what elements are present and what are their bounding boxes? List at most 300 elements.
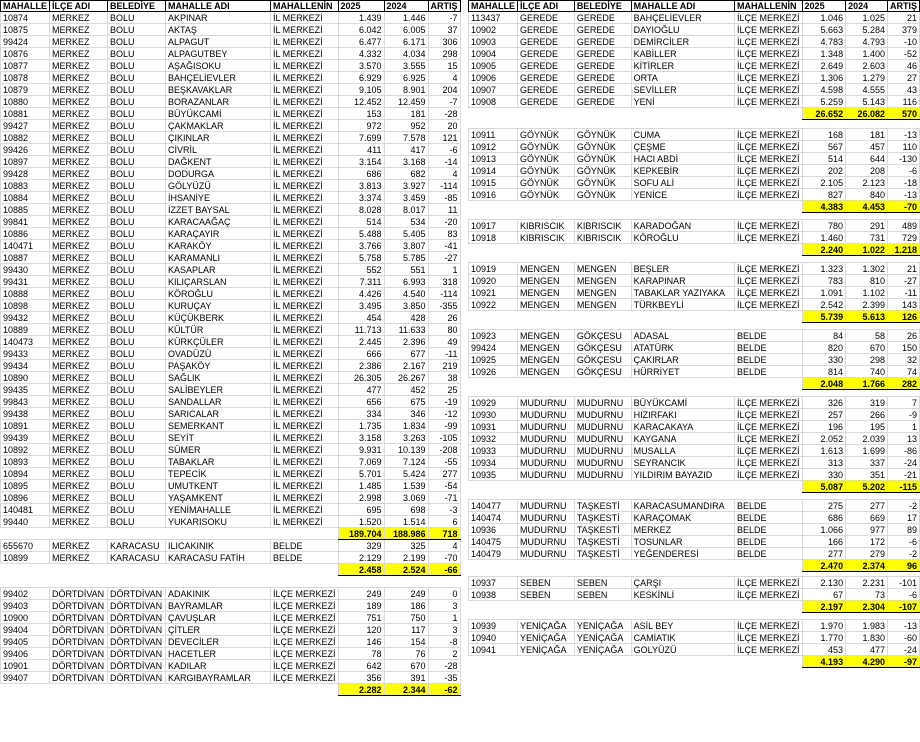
cell-mahalleadi-l6: BEŞKAVAKLAR [166,84,271,96]
cell--l20: 329 [338,540,384,552]
total-empty-0 [469,378,518,390]
table-row[interactable] [1,300,461,312]
cell-mahallenin-l27: İL MERKEZİ [271,336,339,348]
table-row[interactable] [1,432,461,444]
total-empty-1 [50,528,108,540]
cell--r42: 1.091 [802,287,846,299]
cell-belediye-l31: DÖRTDİVAN [108,600,166,612]
table-row[interactable] [1,132,461,144]
total-empty-3 [631,108,734,120]
cell-ileadi-r66: MUDURNU [518,469,575,481]
cell-mahalleadi-l14: GÖLYÜZÜ [166,180,271,192]
cell--l33: 120 [338,624,384,636]
table-row[interactable] [469,577,920,589]
cell--r71: 686 [802,512,846,524]
cell-mahalleadi-l20: ILICAKINIK [166,540,271,552]
table-row[interactable] [1,228,461,240]
cell--l10: 7.699 [338,132,384,144]
table-row[interactable] [1,24,461,36]
cell-ileadi-l42: MERKEZ [50,516,108,528]
total-empty-3 [631,481,734,493]
cell-mahalle-r63: 10932 [469,433,518,445]
cell-mahalle-l28: 99433 [1,348,50,360]
cell-mahalleadi-l35: HACETLER [166,648,271,660]
cell--r17: 5.259 [802,96,846,108]
table-row[interactable] [1,360,461,372]
cell--l13: 686 [338,168,384,180]
cell-mahalleadi-l11: CİVRİL [166,144,271,156]
total-2025-r7: 2.470 [802,560,846,572]
cell-belediye-r71: TAŞKESTİ [574,512,631,524]
cell--r12: 4.793 [846,36,888,48]
table-row[interactable] [1,504,461,516]
cell-mahalleadi-l22: KILIÇARSLAN [166,276,271,288]
cell-arti-r91: -60 [887,632,919,644]
cell-ileadi-l4: MERKEZ [50,60,108,72]
table-row[interactable] [1,636,461,648]
total-2025-r5: 2.048 [802,378,846,390]
total-empty-0 [469,481,518,493]
cell-belediye-l27: BOLU [108,336,166,348]
cell-arti-l33: -12 [428,408,460,420]
table-row[interactable] [1,48,461,60]
table-row[interactable] [469,620,920,632]
total-empty-2 [574,108,631,120]
cell-belediye-r51: GÖKÇESU [574,342,631,354]
cell--r24: 2.105 [802,177,846,189]
total-row [469,481,920,493]
cell--l19: 3.766 [338,240,384,252]
cell-mahalle-l22: 99431 [1,276,50,288]
cell-belediye-r62: MUDURNU [574,421,631,433]
cell-mahallenin-l20: BELDE [271,540,339,552]
total-row [1,684,461,696]
cell--l33: 334 [338,408,384,420]
cell--l28: 666 [338,348,384,360]
total-empty-1 [518,311,575,323]
table-row[interactable] [469,433,920,445]
total-empty-4 [735,311,803,323]
cell-mahalleadi-r73: TOSUNLAR [631,536,734,548]
cell-ileadi-l37: DÖRTDİVAN [50,672,108,684]
cell-mahalle-r31: 10918 [469,232,518,244]
cell-arti-r71: 17 [887,512,919,524]
table-row[interactable] [469,397,920,409]
cell-belediye-r13: GEREDE [574,48,631,60]
table-row[interactable] [469,220,920,232]
cell--l11: 417 [384,144,428,156]
total-2025-l3: 2.282 [338,684,384,696]
cell-mahallenin-r12: İLÇE MERKEZİ [735,36,803,48]
cell--r65: 337 [846,457,888,469]
table-row[interactable] [469,500,920,512]
cell-mahalle-r21: 10912 [469,141,518,153]
cell--l18: 5.488 [338,228,384,240]
cell-arti-l30: 0 [428,588,460,600]
cell-arti-l35: 2 [428,648,460,660]
cell-mahallenin-r71: BELDE [735,512,803,524]
table-row[interactable] [469,354,920,366]
cell-mahalle-l31: 99435 [1,384,50,396]
cell-belediye-l25: BOLU [108,312,166,324]
cell-belediye-r24: GÖYNÜK [574,177,631,189]
cell-arti-r63: 13 [887,433,919,445]
table-row[interactable] [1,648,461,660]
table-row[interactable] [469,632,920,644]
table-row[interactable] [469,177,920,189]
total-empty-4 [735,378,803,390]
cell-mahalle-r15: 10906 [469,72,518,84]
table-row[interactable] [469,342,920,354]
cell--l39: 1.485 [338,480,384,492]
cell-mahalle-l29: 99434 [1,360,50,372]
table-row[interactable] [1,420,461,432]
cell--l40: 2.998 [338,492,384,504]
cell-mahalle-r62: 10931 [469,421,518,433]
cell-mahalle-l5: 10878 [1,72,50,84]
table-row[interactable] [1,180,461,192]
table-row[interactable] [469,366,920,378]
table-row[interactable] [1,588,461,600]
table-row[interactable] [469,12,920,24]
table-row[interactable] [469,275,920,287]
table-row[interactable] [1,456,461,468]
table-row[interactable] [1,468,461,480]
table-row[interactable] [1,492,461,504]
cell--l21: 2.199 [384,552,428,564]
cell-arti-r43: 143 [887,299,919,311]
cell-ileadi-l40: MERKEZ [50,492,108,504]
spacer-row [469,213,920,220]
cell-mahalle-l18: 10886 [1,228,50,240]
table-row[interactable] [469,129,920,141]
cell-mahallenin-l33: İLÇE MERKEZİ [271,624,339,636]
cell-ileadi-r11: GEREDE [518,24,575,36]
cell--r41: 810 [846,275,888,287]
table-row[interactable] [1,396,461,408]
cell-belediye-l20: BOLU [108,252,166,264]
cell-mahalle-r10: 113437 [469,12,518,24]
total-2025-r9: 4.193 [802,656,846,668]
table-row[interactable] [1,240,461,252]
cell-ileadi-r14: GEREDE [518,60,575,72]
table-row[interactable] [469,512,920,524]
total-empty-0 [1,528,50,540]
cell--l27: 2.396 [384,336,428,348]
cell-mahalleadi-l5: BAHÇELİEVLER [166,72,271,84]
table-row[interactable] [469,60,920,72]
cell-mahalle-l32: 99843 [1,396,50,408]
cell-ileadi-l5: MERKEZ [50,72,108,84]
cell-arti-r64: -86 [887,445,919,457]
table-row[interactable] [1,336,461,348]
cell--r70: 277 [846,500,888,512]
table-row[interactable] [1,144,461,156]
cell--l12: 3.168 [384,156,428,168]
table-row[interactable] [1,660,461,672]
table-row[interactable] [1,348,461,360]
cell-ileadi-r22: GÖYNÜK [518,153,575,165]
cell-belediye-l13: BOLU [108,168,166,180]
cell-mahalleadi-l35: SEYİT [166,432,271,444]
total-empty-4 [735,601,803,613]
cell-mahalleadi-l2: ALPAGUT [166,36,271,48]
table-row[interactable] [1,480,461,492]
table-row[interactable] [469,445,920,457]
cell-ileadi-l8: MERKEZ [50,108,108,120]
cell-mahallenin-l42: İL MERKEZİ [271,516,339,528]
cell--r25: 827 [802,189,846,201]
table-row[interactable] [1,120,461,132]
cell-mahallenin-r66: İLÇE MERKEZİ [735,469,803,481]
cell-belediye-l30: BOLU [108,372,166,384]
table-row[interactable] [469,72,920,84]
table-row[interactable] [1,324,461,336]
cell--r16: 4.598 [802,84,846,96]
table-row[interactable] [469,524,920,536]
cell--l34: 146 [338,636,384,648]
cell--r66: 351 [846,469,888,481]
cell-mahalleadi-r24: SOFU ALİ [631,177,734,189]
table-row[interactable] [1,276,461,288]
cell-belediye-r80: SEBEN [574,577,631,589]
table-row[interactable] [469,548,920,560]
table-row[interactable] [469,299,920,311]
cell-mahalle-r20: 10911 [469,129,518,141]
cell-mahalleadi-l23: KÖROĞLU [166,288,271,300]
cell-belediye-l31: BOLU [108,384,166,396]
table-row[interactable] [1,96,461,108]
cell-arti-l31: 25 [428,384,460,396]
table-row[interactable] [469,36,920,48]
table-row[interactable] [1,252,461,264]
table-row[interactable] [1,204,461,216]
cell-arti-l12: -14 [428,156,460,168]
total-empty-0 [469,311,518,323]
cell-mahalleadi-r20: CUMA [631,129,734,141]
cell-mahallenin-r10: İLÇE MERKEZİ [735,12,803,24]
table-row[interactable] [1,408,461,420]
total-empty-2 [108,528,166,540]
total-artis-r8: -107 [887,601,919,613]
cell-mahalleadi-r90: ASİL BEY [631,620,734,632]
table-row[interactable] [469,457,920,469]
spacer-cell-r-a [469,120,920,129]
total-2025-l1: 189.704 [338,528,384,540]
total-artis-r1: 570 [887,108,919,120]
cell-mahalleadi-l30: SAĞLIK [166,372,271,384]
cell-mahalleadi-l31: BAYRAMLAR [166,600,271,612]
cell--l0: 1.446 [384,12,428,24]
table-row[interactable] [469,287,920,299]
cell-mahalleadi-l4: AŞAĞISOKU [166,60,271,72]
cell--r30: 291 [846,220,888,232]
table-row[interactable] [1,264,461,276]
table-row[interactable] [469,263,920,275]
cell-mahallenin-r80: İLÇE MERKEZİ [735,577,803,589]
cell-mahallenin-r31: İLÇE MERKEZİ [735,232,803,244]
cell-mahallenin-l3: İL MERKEZİ [271,48,339,60]
cell-ileadi-r60: MUDURNU [518,397,575,409]
table-row[interactable] [1,384,461,396]
cell-mahalle-l17: 99841 [1,216,50,228]
table-row[interactable] [1,36,461,48]
table-row[interactable] [469,141,920,153]
cell-mahallenin-l38: İL MERKEZİ [271,468,339,480]
table-row[interactable] [1,108,461,120]
table-row[interactable] [469,96,920,108]
table-row[interactable] [1,552,461,564]
cell-mahallenin-r74: BELDE [735,548,803,560]
table-row[interactable] [1,168,461,180]
cell-ileadi-l32: MERKEZ [50,396,108,408]
total-empty-3 [166,528,271,540]
cell--l32: 675 [384,396,428,408]
cell-arti-r60: 7 [887,397,919,409]
cell-belediye-l28: BOLU [108,348,166,360]
table-row[interactable] [1,540,461,552]
table-row[interactable] [1,612,461,624]
cell-mahalle-l25: 99432 [1,312,50,324]
table-row[interactable] [469,165,920,177]
cell-mahalle-r13: 10904 [469,48,518,60]
table-row[interactable] [469,469,920,481]
column-header-L-5: 2025 [338,1,384,12]
table-row[interactable] [469,153,920,165]
table-row[interactable] [469,589,920,601]
cell-belediye-l22: BOLU [108,276,166,288]
cell-mahalleadi-r41: KARAPINAR [631,275,734,287]
cell--r72: 977 [846,524,888,536]
table-row[interactable] [1,372,461,384]
cell-mahallenin-l9: İL MERKEZİ [271,120,339,132]
table-row[interactable] [469,24,920,36]
cell-belediye-l38: BOLU [108,468,166,480]
total-empty-1 [518,244,575,256]
table-row[interactable] [1,12,461,24]
cell-mahalle-r80: 10937 [469,577,518,589]
cell-belediye-l37: BOLU [108,456,166,468]
cell-mahalleadi-l42: YUKARISOKU [166,516,271,528]
cell-belediye-l18: BOLU [108,228,166,240]
table-row[interactable] [469,536,920,548]
cell--l18: 5.405 [384,228,428,240]
cell-ileadi-r12: GEREDE [518,36,575,48]
cell-belediye-l21: KARACASU [108,552,166,564]
cell--l22: 7.311 [338,276,384,288]
cell-ileadi-r74: MUDURNU [518,548,575,560]
table-row[interactable] [469,330,920,342]
cell-ileadi-l34: DÖRTDİVAN [50,636,108,648]
cell-arti-r74: -2 [887,548,919,560]
cell-mahallenin-r60: İLÇE MERKEZİ [735,397,803,409]
cell-mahallenin-r17: İLÇE MERKEZİ [735,96,803,108]
cell-ileadi-l14: MERKEZ [50,180,108,192]
cell-belediye-l35: BOLU [108,432,166,444]
total-row [469,378,920,390]
cell-arti-l37: -55 [428,456,460,468]
table-row[interactable] [1,288,461,300]
cell-mahallenin-r23: İLÇE MERKEZİ [735,165,803,177]
cell--r16: 4.555 [846,84,888,96]
cell-belediye-l10: BOLU [108,132,166,144]
cell-ileadi-l20: MERKEZ [50,252,108,264]
cell-mahalleadi-l33: SARICALAR [166,408,271,420]
cell-arti-l10: 121 [428,132,460,144]
cell-arti-r52: 32 [887,354,919,366]
spacer-cell-r-b [469,213,920,220]
table-row[interactable] [1,312,461,324]
cell-mahalleadi-r25: YENİCE [631,189,734,201]
table-row[interactable] [1,600,461,612]
cell-mahallenin-l29: İL MERKEZİ [271,360,339,372]
table-row[interactable] [469,421,920,433]
table-row[interactable] [1,84,461,96]
cell--r14: 2.649 [802,60,846,72]
table-row[interactable] [469,189,920,201]
table-row[interactable] [1,216,461,228]
cell-mahallenin-l5: İL MERKEZİ [271,72,339,84]
cell-belediye-l14: BOLU [108,180,166,192]
cell-belediye-r15: GEREDE [574,72,631,84]
spacer-cell-l-a [1,576,461,588]
cell-belediye-l16: BOLU [108,204,166,216]
cell-mahalleadi-r74: YEĞENDERESİ [631,548,734,560]
cell--r64: 1.699 [846,445,888,457]
cell-belediye-r12: GEREDE [574,36,631,48]
cell--l37: 391 [384,672,428,684]
cell-arti-r42: -11 [887,287,919,299]
table-row[interactable] [469,409,920,421]
table-row[interactable] [1,192,461,204]
cell-arti-l32: -19 [428,396,460,408]
table-row[interactable] [469,48,920,60]
table-row[interactable] [469,644,920,656]
cell-mahalleadi-r50: ADASAL [631,330,734,342]
cell-belediye-l6: BOLU [108,84,166,96]
total-row [1,528,461,540]
cell-arti-l24: -355 [428,300,460,312]
table-row[interactable] [1,72,461,84]
cell-mahallenin-r16: İLÇE MERKEZİ [735,84,803,96]
table-row[interactable] [1,156,461,168]
cell--r31: 1.460 [802,232,846,244]
table-row[interactable] [469,232,920,244]
table-row[interactable] [469,84,920,96]
cell--l21: 551 [384,264,428,276]
cell-mahalleadi-l0: AKPINAR [166,12,271,24]
table-row[interactable] [1,516,461,528]
table-row[interactable] [1,444,461,456]
cell-belediye-r65: MUDURNU [574,457,631,469]
cell--l21: 2.129 [338,552,384,564]
table-row[interactable] [1,672,461,684]
total-row [469,311,920,323]
cell-ileadi-l28: MERKEZ [50,348,108,360]
cell-arti-r40: 21 [887,263,919,275]
total-empty-2 [108,684,166,696]
total-empty-3 [631,656,734,668]
cell--l35: 3.158 [338,432,384,444]
cell-mahalleadi-l7: BORAZANLAR [166,96,271,108]
table-row[interactable] [1,624,461,636]
cell--r10: 1.046 [802,12,846,24]
cell--r90: 1.983 [846,620,888,632]
cell--l17: 534 [384,216,428,228]
cell-arti-r23: -6 [887,165,919,177]
cell--l9: 972 [338,120,384,132]
table-row[interactable] [1,60,461,72]
